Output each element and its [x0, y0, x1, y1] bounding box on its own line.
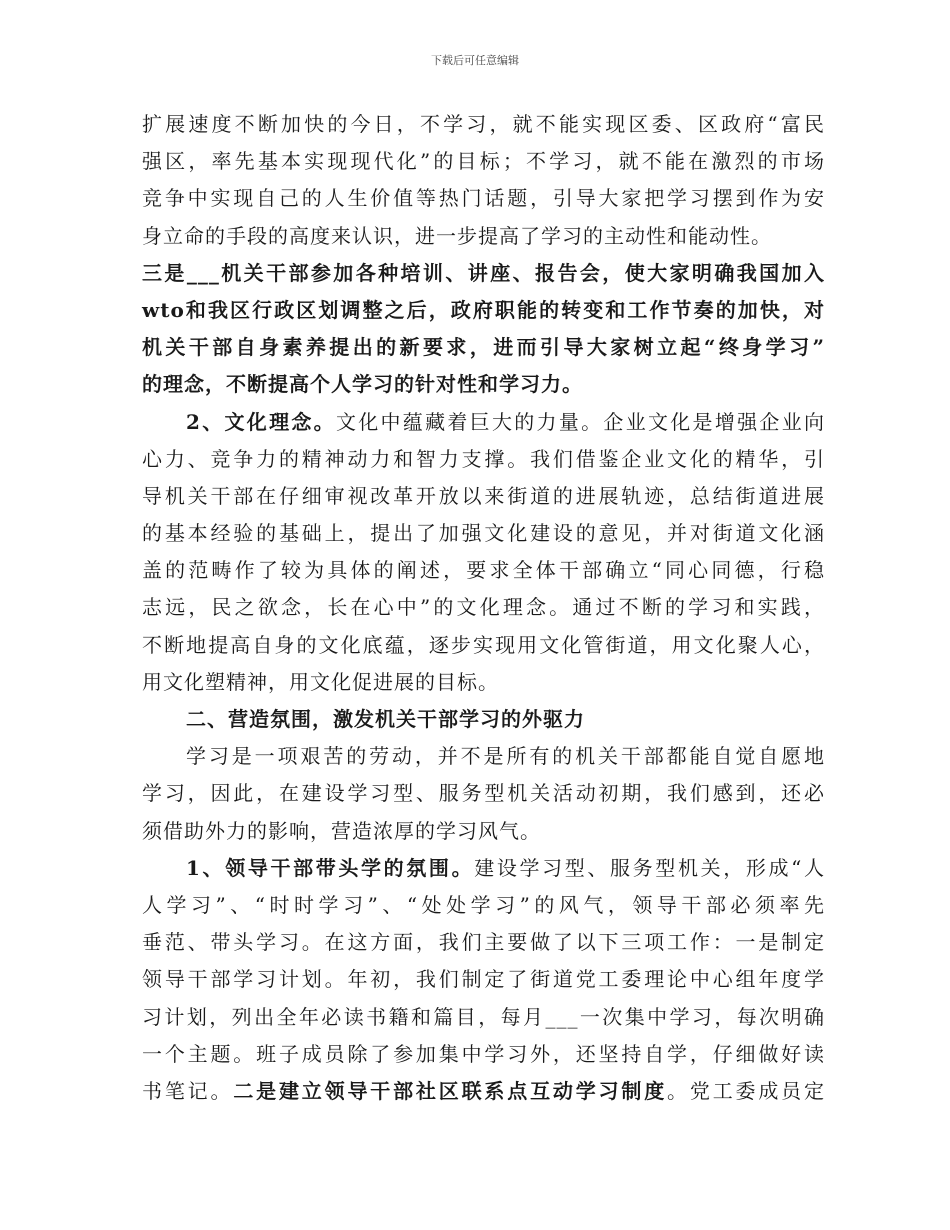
text-segment: 竞争中实现自己的人生价值等热门话题，引导大家把学习摆到作为安	[142, 186, 825, 211]
text-line	[142, 478, 825, 515]
text-segment: 身立命的手段的高度来认识，进一步提高了学习的主动性和能动性。	[142, 223, 772, 248]
text-line	[142, 106, 825, 143]
bold-text-segment: 机关干部自身素养提出的新要求，进而引导大家树立起“终身学习”	[142, 335, 825, 360]
text-segment: 不断地提高自身的文化底蕴，逐步实现用文化管街道，用文化聚人心，	[142, 632, 825, 657]
text-segment: 用文化塑精神，用文化促进展的目标。	[142, 669, 499, 694]
text-segment: 须借助外力的影响，营造浓厚的学习风气。	[142, 818, 541, 843]
bold-text-segment: 2、文化理念。	[186, 409, 336, 434]
text-line	[142, 961, 825, 998]
text-segment: 建设学习型、服务型机关，形成“人	[474, 855, 825, 880]
bold-text-segment: 三是___机关干部参加各种培训、讲座、报告会，使大家明确我国加入	[142, 260, 825, 285]
text-line	[142, 366, 825, 403]
text-line	[142, 143, 825, 180]
text-segment: 。党工委成员定	[667, 1078, 826, 1103]
text-segment: 强区，率先基本实现现代化”的目标；不学习，就不能在激烈的市场	[142, 149, 825, 174]
text-segment: 书笔记。	[142, 1078, 234, 1103]
document-body	[142, 106, 825, 1110]
text-line	[142, 1073, 825, 1110]
bold-text-segment: 1、领导干部带头学的氛围。	[186, 855, 475, 880]
text-segment: 习计划，列出全年必读书籍和篇目，每月___一次集中学习，每次明确	[142, 1004, 825, 1029]
text-segment: 的基本经验的基础上，提出了加强文化建设的意见，并对街道文化涵	[142, 521, 825, 546]
text-segment: 志远，民之欲念，长在心中”的文化理念。通过不断的学习和实践，	[142, 595, 825, 620]
text-line	[142, 1036, 825, 1073]
text-segment: 盖的范畴作了较为具体的阐述，要求全体干部确立“同心同德，行稳	[142, 558, 825, 583]
text-segment: 学习是一项艰苦的劳动，并不是所有的机关干部都能自觉自愿地	[186, 744, 825, 769]
text-line	[142, 813, 825, 850]
text-segment: 学习，因此，在建设学习型、服务型机关活动初期，我们感到，还必	[142, 781, 825, 806]
text-line	[142, 180, 825, 217]
text-line	[142, 255, 825, 292]
text-line	[142, 701, 825, 738]
bold-text-segment: 二、营造氛围，激发机关干部学习的外驱力	[186, 707, 585, 731]
text-segment: 心力、竞争力的精神动力和智力支撑。我们借鉴企业文化的精华，引	[142, 446, 825, 471]
text-line	[142, 775, 825, 812]
text-line	[142, 887, 825, 924]
bold-text-segment: 二是建立领导干部社区联系点互动学习制度	[233, 1078, 668, 1103]
text-segment: 人学习”、“时时学习”、“处处学习”的风气，领导干部必须率先	[142, 892, 825, 917]
bold-text-segment: 的理念，不断提高个人学习的针对性和学习力。	[142, 372, 583, 397]
text-line	[142, 924, 825, 961]
text-line	[142, 999, 825, 1036]
page-header: 下载后可任意编辑	[431, 54, 519, 67]
text-line	[142, 218, 825, 255]
text-line	[142, 850, 825, 887]
text-segment: 领导干部学习计划。年初，我们制定了街道党工委理论中心组年度学	[142, 967, 825, 992]
text-line	[142, 329, 825, 366]
text-segment: 导机关干部在仔细审视改革开放以来街道的进展轨迹，总结街道进展	[142, 483, 825, 508]
text-segment: 扩展速度不断加快的今日，不学习，就不能实现区委、区政府“富民	[142, 112, 825, 136]
text-line	[142, 664, 825, 701]
text-line	[142, 292, 825, 329]
text-segment: 一个主题。班子成员除了参加集中学习外，还坚持自学，仔细做好读	[142, 1041, 825, 1066]
text-line	[142, 515, 825, 552]
text-line	[142, 441, 825, 478]
text-segment: 文化中蕴藏着巨大的力量。企业文化是增强企业向	[335, 409, 825, 434]
text-segment: 垂范、带头学习。在这方面，我们主要做了以下三项工作：一是制定	[142, 930, 825, 955]
text-line	[142, 589, 825, 626]
text-line	[142, 627, 825, 664]
text-line	[142, 552, 825, 589]
text-line	[142, 738, 825, 775]
bold-text-segment: wto和我区行政区划调整之后，政府职能的转变和工作节奏的加快，对	[142, 297, 825, 322]
text-line	[142, 404, 825, 441]
